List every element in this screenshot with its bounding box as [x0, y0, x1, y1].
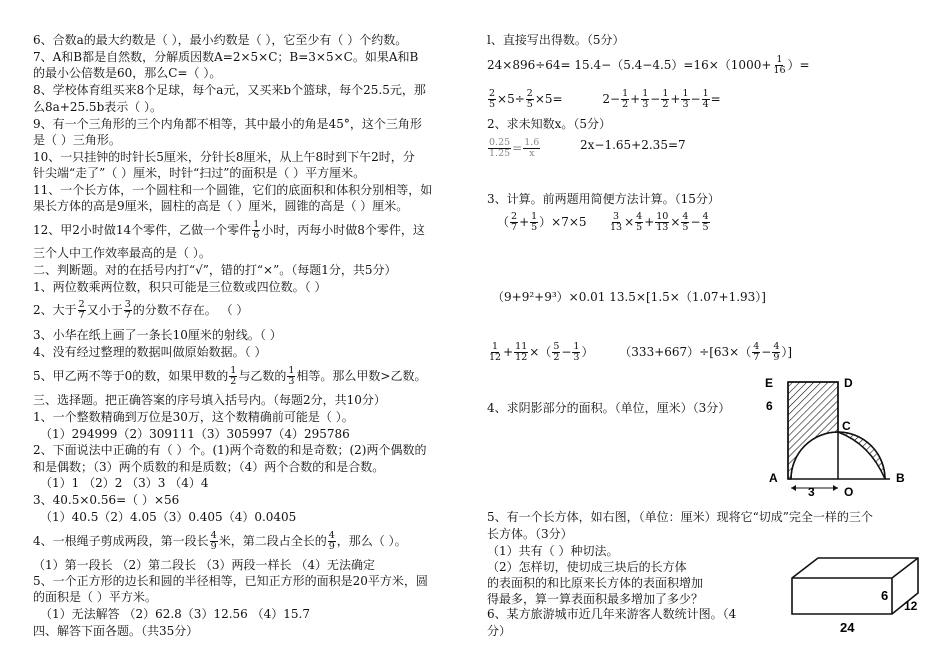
choice-4: 4、一根绳子剪成两段，第一段长 $\frac{4}{9}$ 米，第二段占全长的 $\frac{4}{9}$ ，那么（ ）。 [33, 530, 407, 552]
label-B: B [896, 471, 905, 485]
fraction: $\frac{1}{3}$ [642, 88, 649, 110]
judge-5: 5、甲乙两不等于0的数，如果甲数的 $\frac{1}{2}$ 与乙数的 $\frac{1}{3}$ 相等。那么甲数>乙数。 [33, 365, 427, 387]
question-7-line2: 的最小公倍数是60，那么C=（ ）。 [33, 66, 222, 80]
choice-5-options: （1）无法解答 （2）62.8（3）12.56 （4）15.7 [40, 607, 310, 621]
section-2-title: 二、判断题。对的在括号内打“√”，错的打“×”。（每题1分，共5分） [33, 263, 397, 277]
label-3: 3 [808, 485, 815, 499]
section-4-title: 四、解答下面各题。（共35分） [33, 624, 199, 638]
choice-1-options: （1）294999（2）309111（3）305997（4）295786 [40, 427, 350, 441]
fraction: $\frac{1}{4}$ [702, 88, 709, 110]
label-6: 6 [881, 588, 889, 603]
shaded-area-figure [760, 372, 920, 502]
label-24: 24 [840, 620, 855, 635]
choice-3: 3、40.5×0.56=（ ）×56 [33, 493, 180, 507]
question-11-line2: 果长方体的高是9厘米，圆柱的高是（ ）厘米，圆锥的高是（ ）厘米。 [33, 199, 409, 213]
right-q3-expr3: （9+9²+9³）×0.01 13.5×[1.5×（1.07+1.93）] [492, 290, 766, 304]
right-q5-line2: 长方体。（3分） [487, 527, 573, 541]
right-q3-expr4: $\frac{1}{12}$ + $\frac{11}{12}$ ×（ $\frac{5}{2}$ − $\frac{1}{3}$ ） （333+667）÷[63×（ $\frac{4}{7}$ − $\frac{4}{9}$ ）] [489, 341, 793, 363]
section-3-title: 三、选择题。把正确答案的序号填入括号内。（每题2分，共10分） [33, 393, 386, 407]
question-9-line1: 9、有一个三角形的三个内角都不相等，其中最小的角是45°，这个三角形 [33, 117, 422, 131]
question-7-line1: 7、A和B都是自然数，分解质因数A=2×5×C；B=3×5×C。如果A和B [33, 50, 419, 64]
fraction: $\frac{1}{6}$ [253, 219, 260, 241]
right-q6-line2: 分） [487, 624, 512, 638]
right-q4-title: 4、求阴影部分的面积。（单位，厘米）（3分） [487, 401, 731, 415]
fraction: $\frac{1}{3}$ [288, 365, 295, 387]
right-q6-line1: 6、某方旅游城市近几年来游客人数统计图。（4 [487, 607, 737, 621]
right-q1-row2: $\frac{2}{5}$ ×5÷ $\frac{2}{5}$ ×5= 2− $\frac{1}{2}$ + $\frac{1}{3}$ − $\frac{1}{2}$ + $\frac{1}{3}$ − $\frac{1}{4}$ = [489, 88, 721, 110]
fraction: $\frac{2}{7}$ [78, 299, 85, 321]
label-6: 6 [766, 399, 773, 413]
judge-1: 1、两位数乘两位数，积只可能是三位数或四位数。（ ） [33, 280, 327, 294]
question-10-line1: 10、一只挂钟的时针长5厘米，分针长8厘米，从上午8时到下午2时，分 [33, 150, 415, 164]
choice-5-line2: 的面积是（ ）平方米。 [33, 590, 157, 604]
question-11-line1: 11、一个长方体，一个圆柱和一个圆锥，它们的底面积和体积分别相等，如 [33, 183, 433, 197]
choice-2-line2: 和是偶数；（3）两个质数的和是质数；（4）两个合数的和是合数。 [33, 460, 385, 474]
choice-5-line1: 5、一个正方形的边长和圆的半径相等，已知正方形的面积是20平方米，圆 [33, 574, 428, 588]
fraction: $\frac{1}{3}$ [682, 88, 689, 110]
choice-2-options: （1）1 （2）2 （3）3 （4）4 [40, 476, 209, 490]
question-6: 6、合数a的最大约数是（ ），最小约数是（ ），它至少有（ ）个约数。 [33, 33, 408, 47]
fraction: $\frac{2}{5}$ [489, 88, 496, 110]
label-C: C [842, 419, 851, 433]
question-9-line2: 是（ ）三角形。 [33, 133, 121, 147]
right-q2-equation: 2x−1.65+2.35=7 [580, 138, 686, 152]
cuboid-figure [780, 548, 930, 638]
question-12-line2: 三个人中工作效率最高的是（ ）。 [33, 246, 211, 260]
question-10-line2: 针尖端“走了”（ ）厘米，时针“扫过”的面积是（ ）平方厘米。 [33, 166, 366, 180]
fraction: $\frac{3}{7}$ [124, 299, 131, 321]
fraction: $\frac{1}{2}$ [662, 88, 669, 110]
judge-3: 3、小华在纸上画了一条长10厘米的射线。（ ） [33, 328, 282, 342]
right-q5-line4: （2）怎样切，使切成三块后的长方体 [487, 560, 687, 574]
fraction: $\frac{1}{2}$ [230, 365, 237, 387]
right-q2-proportion: $\frac{0.25}{1.25}$ = $\frac{1.6}{x}$ [489, 137, 540, 159]
right-q2-title: 2、求未知数x。（5分） [487, 117, 612, 131]
right-q1-title: l、直接写出得数。（5分） [487, 33, 625, 47]
shaded-region-right [838, 432, 885, 479]
label-O: O [844, 485, 854, 499]
shaded-region-left [788, 382, 838, 479]
right-q5-line1: 5、有一个长方体，如右图，（单位：厘米）现将它“切成”完全一样的三个 [487, 510, 873, 524]
fraction: $\frac{1}{16}$ [773, 54, 786, 76]
question-8-line1: 8、学校体育组买来8个足球，每个a元，又买来b个篮球，每个25.5元，那 [33, 83, 426, 97]
question-8-line2: 么8a+25.5b表示（ ）。 [33, 100, 163, 114]
right-q3-expr2: $\frac{3}{13}$ × $\frac{4}{5}$ + $\frac{10}{13}$ × $\frac{4}{5}$ − $\frac{4}{5}$ [610, 211, 709, 233]
right-q1-row1: 24×896÷64= 15.4−（5.4−4.5）=16×（1000+ $\frac{1}{16}$ ）= [487, 54, 810, 76]
label-A: A [769, 471, 778, 485]
right-q3-expr1: （ $\frac{2}{7}$ + $\frac{1}{5}$ ）×7×5 [497, 211, 587, 233]
judge-2: 2、大于 $\frac{2}{7}$ 又小于 $\frac{3}{7}$ 的分数不存在。 （ ） [33, 299, 249, 321]
fraction: $\frac{2}{5}$ [526, 88, 533, 110]
label-12: 12 [904, 599, 918, 613]
judge-4: 4、没有经过整理的数据叫做原始数据。（ ） [33, 345, 267, 359]
fraction: $\frac{4}{9}$ [210, 530, 217, 552]
choice-3-options: （1）40.5（2）4.05（3）0.405（4）0.0405 [40, 510, 297, 524]
fraction: $\frac{4}{9}$ [328, 530, 335, 552]
fraction: $\frac{1}{2}$ [622, 88, 629, 110]
right-q5-line5: 的表面积的和比原来长方体的表面积增加 [487, 576, 704, 590]
right-q5-line6: 得最多，算一算表面积最多增加了多少？ [487, 592, 704, 606]
right-q3-title: 3、计算。前两题用简便方法计算。（15分） [487, 192, 720, 206]
choice-1: 1、一个整数精确到万位是30万，这个数精确前可能是（ ）。 [33, 410, 354, 424]
question-12-line1: 12、甲2小时做14个零件，乙做一个零件 $\frac{1}{6}$ 小时，丙每小时做8个零件，这 [33, 219, 425, 241]
label-D: D [844, 376, 853, 390]
right-q5-line3: （1）共有（ ）种切法。 [487, 544, 619, 558]
choice-4-options: （1）第一段长 （2）第二段长 （3）两段一样长 （4）无法确定 [33, 558, 375, 572]
choice-2-line1: 2、下面说法中正确的有（ ）个。(1)两个奇数的和是奇数；(2)两个偶数的 [33, 443, 427, 457]
label-E: E [765, 376, 774, 390]
